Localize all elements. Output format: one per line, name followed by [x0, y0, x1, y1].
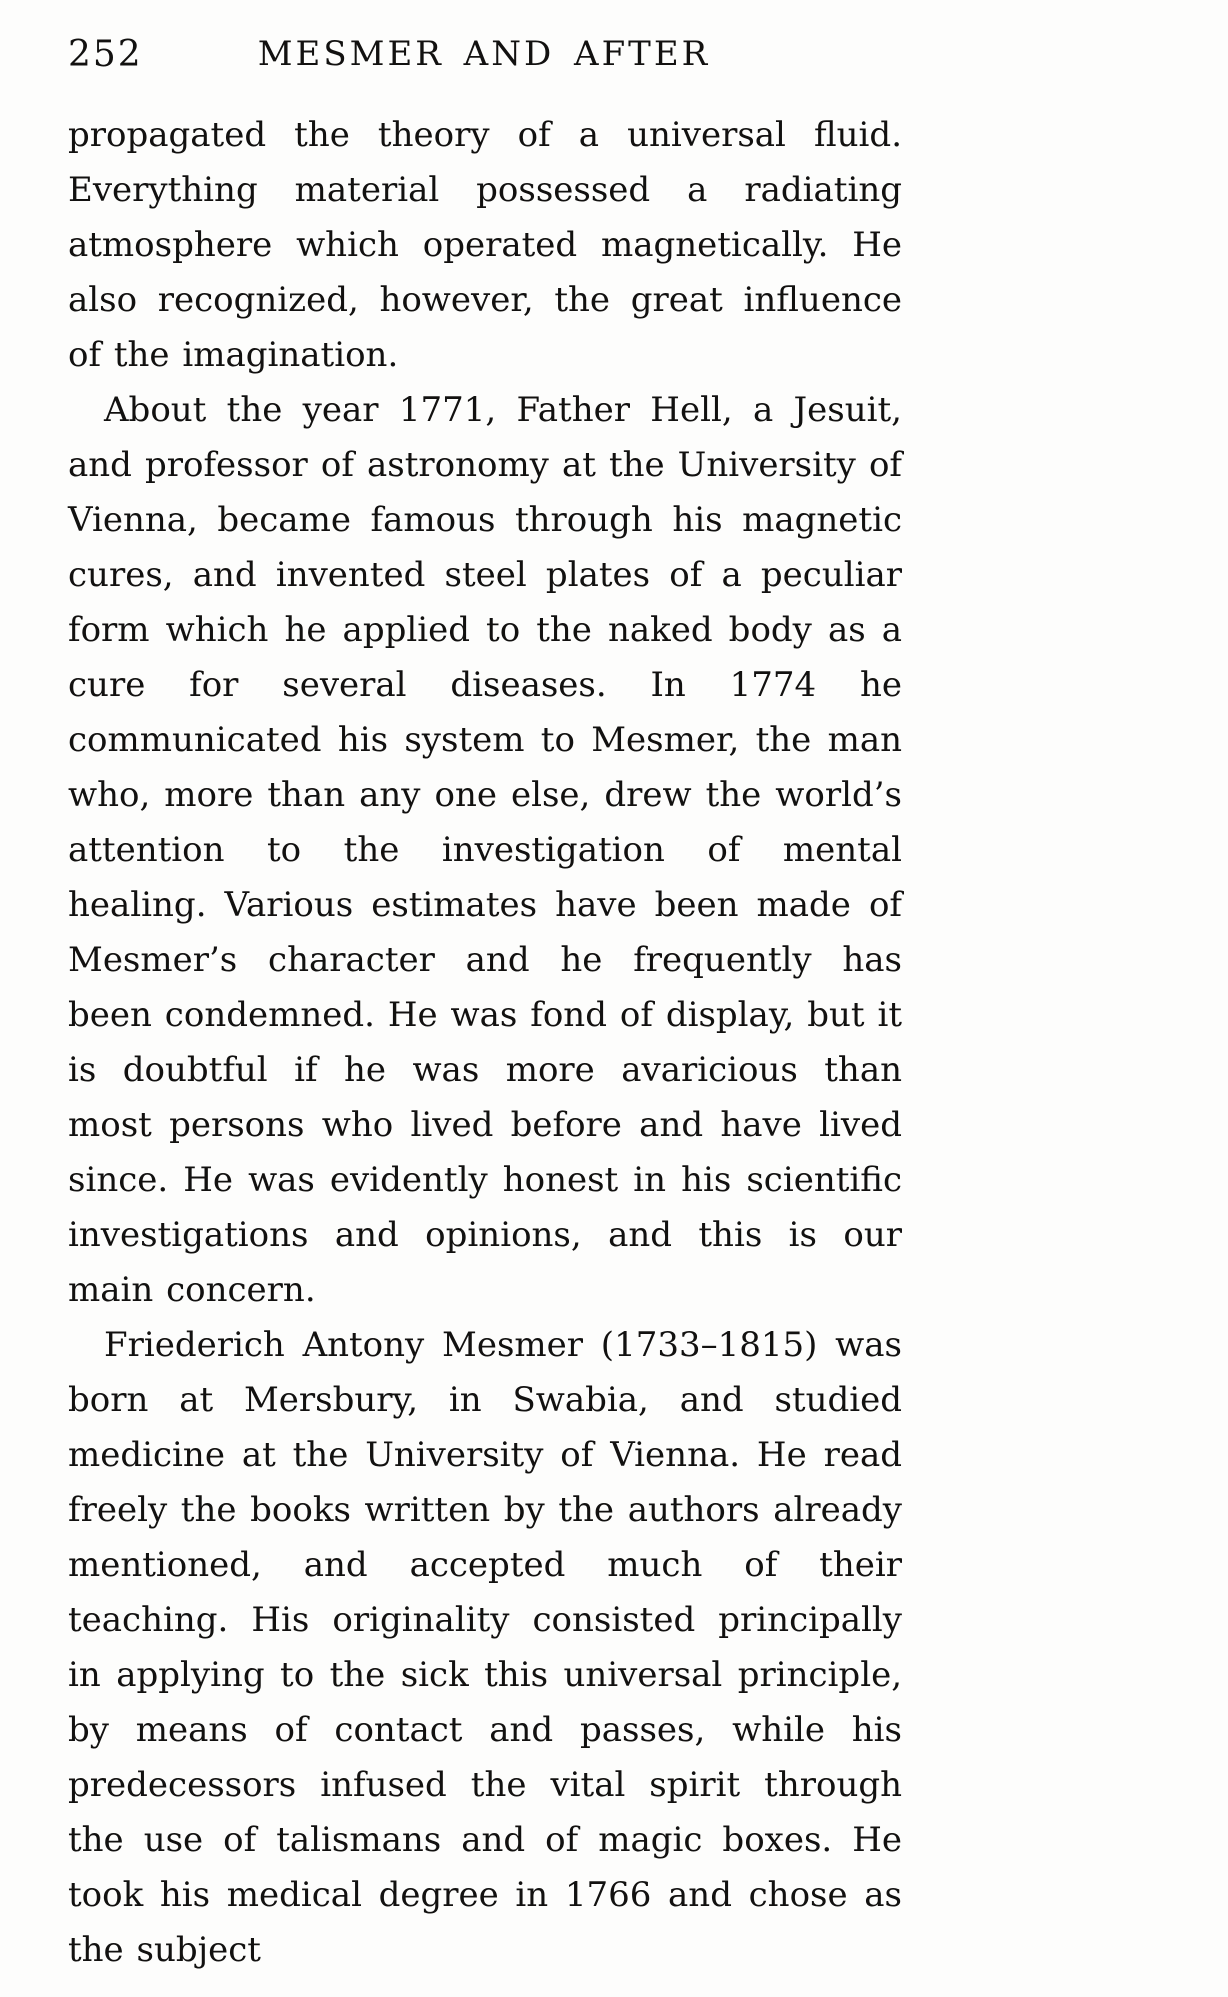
body-text: [68, 108, 902, 1978]
paragraph-1: propagated the theory of a universal fluid. Everything material possessed a radiating atmosphere which operated magnetically. He also recognized, however, the great influence of the imagination.: [68, 115, 902, 375]
page-number: 252: [68, 34, 143, 75]
page-header: [68, 34, 900, 84]
paragraph-3: Friederich Antony Mesmer (1733–1815) was born at Mersbury, in Swabia, and studied medicine at the University of Vienna. He read freely the books written by the authors already mentioned, and accepted much of their teaching. His originality consisted principally in applying to the sick this universal principle, by means of contact and passes, while his predecessors infused the vital spirit through the use of talismans and of magic boxes. He took his medical degree in 1766 and chose as the subject: [68, 1325, 902, 1970]
paragraph-2: About the year 1771, Father Hell, a Jesuit, and professor of astronomy at the University of Vienna, became famous through his magnetic cures, and invented steel plates of a peculiar form which he applied to the naked body as a cure for several diseases. In 1774 he communicated his system to Mesmer, the man who, more than any one else, drew the world’s attention to the investigation of mental healing. Various estimates have been made of Mesmer’s character and he frequently has been condemned. He was fond of display, but it is doubtful if he was more avaricious than most persons who lived before and have lived since. He was evidently honest in his scientific investigations and opinions, and this is our main concern.: [68, 390, 902, 1310]
running-title: MESMER AND AFTER: [257, 34, 711, 74]
